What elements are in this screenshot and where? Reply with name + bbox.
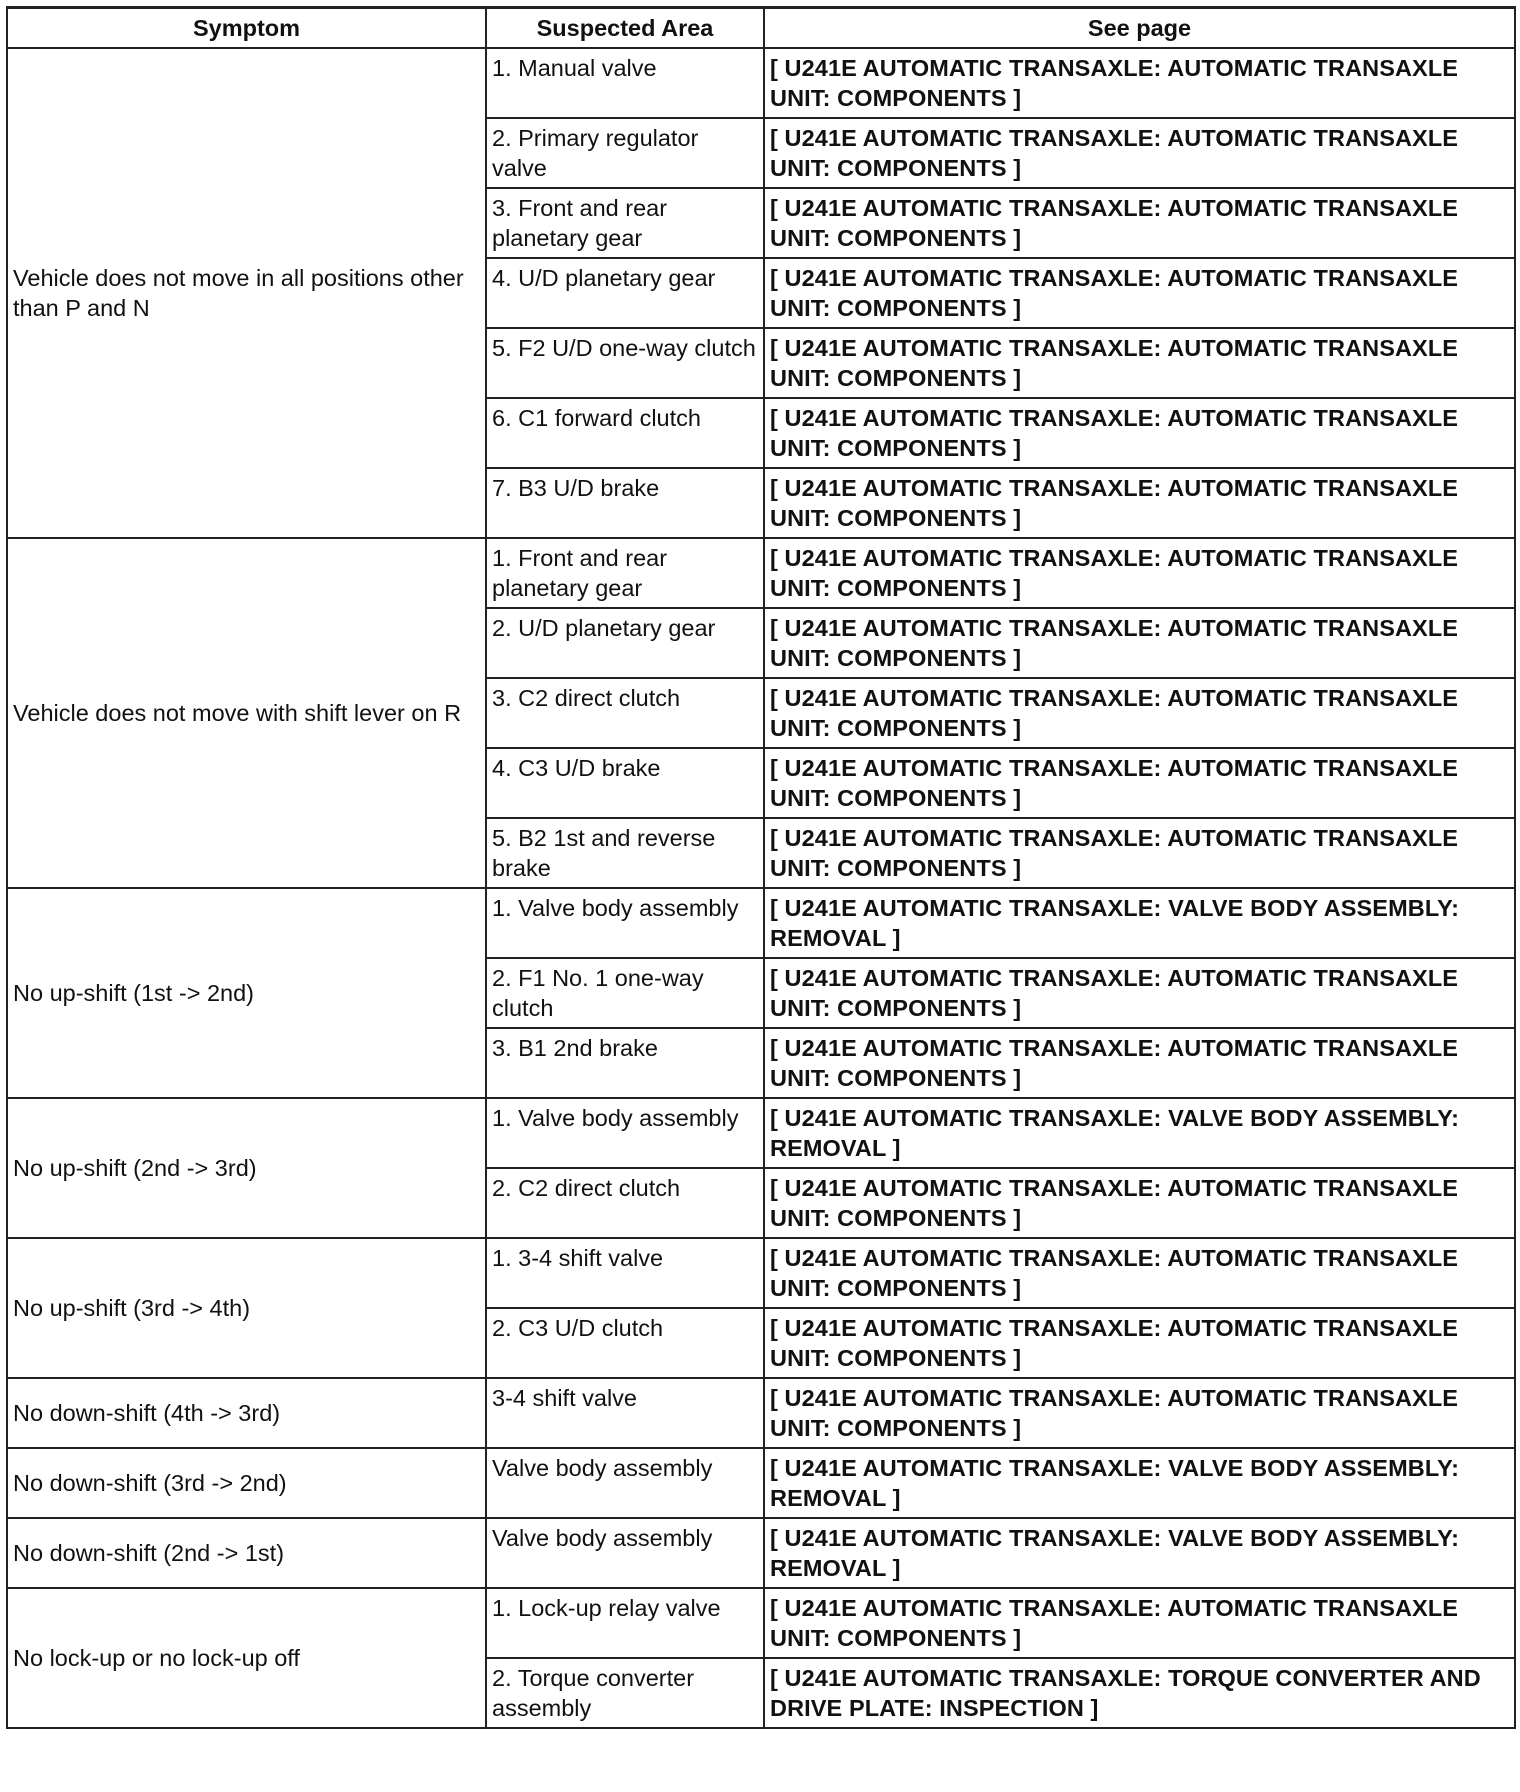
table-header-row: [7, 8, 1515, 49]
suspected-area-cell: 1. Valve body assembly: [486, 888, 764, 958]
see-page-reference[interactable]: [ U241E AUTOMATIC TRANSAXLE: AUTOMATIC TRANSAXLE UNIT: COMPONENTS ]: [764, 1168, 1515, 1238]
see-page-reference[interactable]: [ U241E AUTOMATIC TRANSAXLE: AUTOMATIC TRANSAXLE UNIT: COMPONENTS ]: [764, 48, 1515, 118]
see-page-reference[interactable]: [ U241E AUTOMATIC TRANSAXLE: AUTOMATIC TRANSAXLE UNIT: COMPONENTS ]: [764, 328, 1515, 398]
suspected-area-cell: 1. Lock-up relay valve: [486, 1588, 764, 1658]
see-page-reference[interactable]: [ U241E AUTOMATIC TRANSAXLE: AUTOMATIC TRANSAXLE UNIT: COMPONENTS ]: [764, 118, 1515, 188]
table-row: [7, 888, 1515, 958]
suspected-area-cell: 2. F1 No. 1 one-way clutch: [486, 958, 764, 1028]
see-page-reference[interactable]: [ U241E AUTOMATIC TRANSAXLE: TORQUE CONVERTER AND DRIVE PLATE: INSPECTION ]: [764, 1658, 1515, 1728]
suspected-area-cell: 4. U/D planetary gear: [486, 258, 764, 328]
see-page-reference[interactable]: [ U241E AUTOMATIC TRANSAXLE: AUTOMATIC TRANSAXLE UNIT: COMPONENTS ]: [764, 1378, 1515, 1448]
suspected-area-cell: Valve body assembly: [486, 1448, 764, 1518]
suspected-area-cell: 2. Torque converter assembly: [486, 1658, 764, 1728]
table-row: [7, 538, 1515, 608]
symptom-cell: No down-shift (3rd -> 2nd): [7, 1448, 486, 1518]
suspected-area-cell: 2. C2 direct clutch: [486, 1168, 764, 1238]
suspected-area-cell: 7. B3 U/D brake: [486, 468, 764, 538]
suspected-area-cell: 2. U/D planetary gear: [486, 608, 764, 678]
table-row: [7, 1098, 1515, 1168]
suspected-area-cell: 4. C3 U/D brake: [486, 748, 764, 818]
symptom-cell: No down-shift (4th -> 3rd): [7, 1378, 486, 1448]
suspected-area-cell: 1. Valve body assembly: [486, 1098, 764, 1168]
table-row: [7, 1378, 1515, 1448]
suspected-area-cell: 6. C1 forward clutch: [486, 398, 764, 468]
see-page-reference[interactable]: [ U241E AUTOMATIC TRANSAXLE: AUTOMATIC TRANSAXLE UNIT: COMPONENTS ]: [764, 678, 1515, 748]
see-page-reference[interactable]: [ U241E AUTOMATIC TRANSAXLE: AUTOMATIC TRANSAXLE UNIT: COMPONENTS ]: [764, 818, 1515, 888]
suspected-area-cell: 5. B2 1st and reverse brake: [486, 818, 764, 888]
see-page-reference[interactable]: [ U241E AUTOMATIC TRANSAXLE: AUTOMATIC TRANSAXLE UNIT: COMPONENTS ]: [764, 608, 1515, 678]
see-page-reference[interactable]: [ U241E AUTOMATIC TRANSAXLE: AUTOMATIC TRANSAXLE UNIT: COMPONENTS ]: [764, 748, 1515, 818]
table-row: [7, 1588, 1515, 1658]
symptom-cell: No up-shift (3rd -> 4th): [7, 1238, 486, 1378]
see-page-reference[interactable]: [ U241E AUTOMATIC TRANSAXLE: AUTOMATIC TRANSAXLE UNIT: COMPONENTS ]: [764, 1588, 1515, 1658]
see-page-reference[interactable]: [ U241E AUTOMATIC TRANSAXLE: AUTOMATIC TRANSAXLE UNIT: COMPONENTS ]: [764, 258, 1515, 328]
suspected-area-cell: 5. F2 U/D one-way clutch: [486, 328, 764, 398]
suspected-area-cell: 1. Front and rear planetary gear: [486, 538, 764, 608]
suspected-area-cell: 3. B1 2nd brake: [486, 1028, 764, 1098]
table-row: [7, 1238, 1515, 1308]
suspected-area-cell: Valve body assembly: [486, 1518, 764, 1588]
suspected-area-cell: 1. 3-4 shift valve: [486, 1238, 764, 1308]
suspected-area-cell: 3. C2 direct clutch: [486, 678, 764, 748]
header-see-page: See page: [764, 8, 1515, 49]
suspected-area-cell: 2. C3 U/D clutch: [486, 1308, 764, 1378]
symptom-cell: No up-shift (2nd -> 3rd): [7, 1098, 486, 1238]
table-row: [7, 1448, 1515, 1518]
see-page-reference[interactable]: [ U241E AUTOMATIC TRANSAXLE: AUTOMATIC TRANSAXLE UNIT: COMPONENTS ]: [764, 1028, 1515, 1098]
header-symptom: Symptom: [7, 8, 486, 49]
table-body: [7, 48, 1515, 1728]
suspected-area-cell: 3-4 shift valve: [486, 1378, 764, 1448]
table-row: [7, 1518, 1515, 1588]
see-page-reference[interactable]: [ U241E AUTOMATIC TRANSAXLE: AUTOMATIC TRANSAXLE UNIT: COMPONENTS ]: [764, 398, 1515, 468]
symptom-cell: No down-shift (2nd -> 1st): [7, 1518, 486, 1588]
see-page-reference[interactable]: [ U241E AUTOMATIC TRANSAXLE: VALVE BODY ASSEMBLY: REMOVAL ]: [764, 888, 1515, 958]
suspected-area-cell: 3. Front and rear planetary gear: [486, 188, 764, 258]
see-page-reference[interactable]: [ U241E AUTOMATIC TRANSAXLE: AUTOMATIC TRANSAXLE UNIT: COMPONENTS ]: [764, 468, 1515, 538]
symptom-cell: No up-shift (1st -> 2nd): [7, 888, 486, 1098]
symptom-cell: No lock-up or no lock-up off: [7, 1588, 486, 1728]
symptom-table: [6, 6, 1516, 1729]
see-page-reference[interactable]: [ U241E AUTOMATIC TRANSAXLE: AUTOMATIC TRANSAXLE UNIT: COMPONENTS ]: [764, 188, 1515, 258]
see-page-reference[interactable]: [ U241E AUTOMATIC TRANSAXLE: VALVE BODY ASSEMBLY: REMOVAL ]: [764, 1098, 1515, 1168]
see-page-reference[interactable]: [ U241E AUTOMATIC TRANSAXLE: AUTOMATIC TRANSAXLE UNIT: COMPONENTS ]: [764, 958, 1515, 1028]
header-suspected-area: Suspected Area: [486, 8, 764, 49]
suspected-area-cell: 1. Manual valve: [486, 48, 764, 118]
see-page-reference[interactable]: [ U241E AUTOMATIC TRANSAXLE: AUTOMATIC TRANSAXLE UNIT: COMPONENTS ]: [764, 1308, 1515, 1378]
see-page-reference[interactable]: [ U241E AUTOMATIC TRANSAXLE: AUTOMATIC TRANSAXLE UNIT: COMPONENTS ]: [764, 538, 1515, 608]
see-page-reference[interactable]: [ U241E AUTOMATIC TRANSAXLE: VALVE BODY ASSEMBLY: REMOVAL ]: [764, 1448, 1515, 1518]
symptom-cell: Vehicle does not move with shift lever on R: [7, 538, 486, 888]
suspected-area-cell: 2. Primary regulator valve: [486, 118, 764, 188]
see-page-reference[interactable]: [ U241E AUTOMATIC TRANSAXLE: AUTOMATIC TRANSAXLE UNIT: COMPONENTS ]: [764, 1238, 1515, 1308]
symptom-cell: Vehicle does not move in all positions other than P and N: [7, 48, 486, 538]
see-page-reference[interactable]: [ U241E AUTOMATIC TRANSAXLE: VALVE BODY ASSEMBLY: REMOVAL ]: [764, 1518, 1515, 1588]
table-row: [7, 48, 1515, 118]
